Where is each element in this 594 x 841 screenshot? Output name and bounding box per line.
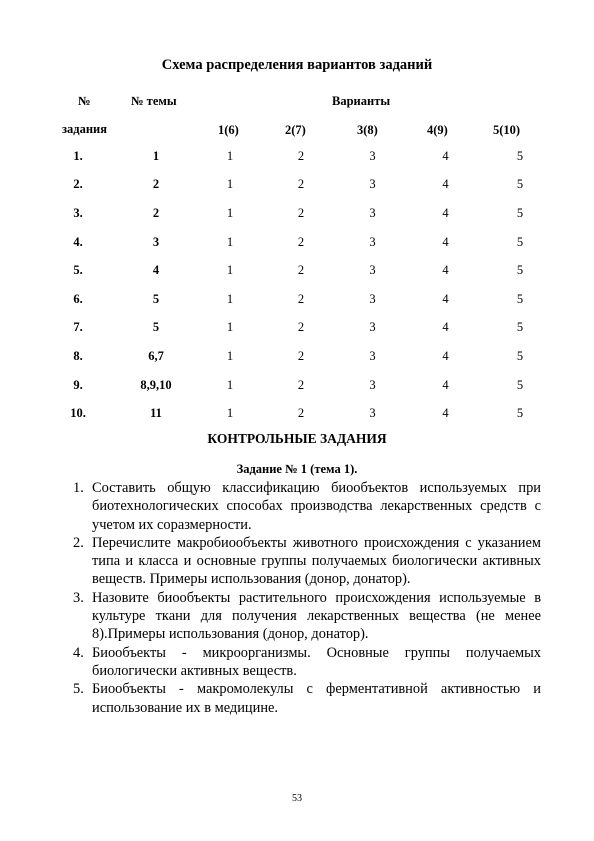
task-item [73,680,541,717]
task-number-cell: 4. [73,234,83,249]
variant-cell: 2 [297,348,305,363]
topic-number-cell: 4 [152,263,160,278]
task-item-text: Назовите биообъекты растительного происхождения используемые в культуре ткани для получения лекарственных вещества (не менее 8).Примеры использования (донор, донатор). [92,589,541,643]
variant-cell: 3 [369,263,376,278]
topic-number-cell: 3 [152,234,160,249]
variant-cell: 3 [369,377,376,392]
variants-table [38,142,558,428]
variant-cell: 4 [442,291,449,306]
variant-cell: 5 [516,234,524,249]
variant-cell: 2 [297,205,305,220]
task-number-cell: 10. [70,406,86,421]
variant-cell: 3 [369,406,376,421]
header-number-sign: № [78,94,91,108]
task-item-number: 1. [73,480,84,496]
variant-cell: 4 [442,348,449,363]
table-row [38,199,558,228]
variant-cell: 5 [516,263,524,278]
header-variant-4: 4(9) [427,123,448,137]
task-item-number: 5. [73,681,84,698]
variant-cell: 1 [226,148,234,163]
variant-cell: 1 [226,234,234,249]
topic-number-cell: 2 [152,205,160,220]
page-number: 53 [292,793,302,804]
topic-number-cell: 1 [152,148,160,163]
task-item-number: 3. [73,589,84,606]
table-row [38,342,558,371]
variant-cell: 3 [369,348,376,363]
header-variant-2: 2(7) [285,123,306,137]
variant-cell: 3 [369,320,376,335]
topic-number-cell: 6,7 [148,348,164,363]
variant-cell: 1 [226,291,234,306]
task-item-number: 2. [73,534,84,551]
variant-cell: 3 [369,148,376,163]
table-row [38,314,558,343]
variant-cell: 2 [297,377,305,392]
header-topic: № темы [131,94,177,108]
topic-number-cell: 2 [152,177,160,192]
variant-cell: 2 [297,320,305,335]
task-item [73,534,541,589]
variant-cell: 3 [369,205,376,220]
variant-cell: 5 [516,205,524,220]
task-item-text: Биообъекты - макромолекулы с ферментативной активностью и использование их в медицине. [92,681,541,716]
variant-cell: 5 [516,406,524,421]
variant-cell: 1 [226,320,234,335]
variant-cell: 4 [442,406,449,421]
variant-cell: 3 [369,177,376,192]
task-number-cell: 9. [73,377,83,392]
table-row [38,399,558,428]
page-title: Схема распределения вариантов заданий [161,57,433,73]
variant-cell: 3 [369,291,376,306]
variant-cell: 1 [226,177,234,192]
header-variant-5: 5(10) [493,123,521,137]
task-item-text: Биообъекты - микроорганизмы. Основные группы получаемых биологически активных веществ. [92,644,541,679]
header-variant-3: 3(8) [357,123,378,137]
variant-cell: 5 [516,320,524,335]
variant-cell: 4 [442,148,449,163]
task-item-text: Составить общую классификацию биообъектов используемых при биотехнологических способах производства лекарственных средств с учетом их соразмерности. [92,480,541,533]
task-item [73,589,541,644]
section-title: КОНТРОЛЬНЫЕ ЗАДАНИЯ [207,431,387,446]
table-row [38,228,558,257]
variant-cell: 4 [442,263,449,278]
variant-cell: 5 [516,177,524,192]
task-item [73,479,541,534]
task-item-number: 4. [73,644,84,661]
variant-cell: 2 [297,406,305,421]
header-variants: Варианты [332,94,391,108]
variant-cell: 4 [442,377,449,392]
variant-cell: 5 [516,291,524,306]
variant-cell: 4 [442,320,449,335]
header-task: задания [62,122,108,136]
topic-number-cell: 11 [150,406,162,421]
variant-cell: 5 [516,377,524,392]
variant-cell: 3 [369,234,376,249]
table-row [38,371,558,400]
variant-cell: 5 [516,148,524,163]
task-list [73,479,541,717]
task-number-cell: 6. [73,291,83,306]
task-number-cell: 3. [73,205,83,220]
variant-cell: 2 [297,148,305,163]
variant-cell: 1 [226,377,234,392]
topic-number-cell: 8,9,10 [140,377,172,392]
task-number-cell: 7. [73,320,83,335]
variant-cell: 1 [226,263,234,278]
variant-cell: 4 [442,205,449,220]
task-number-cell: 1. [73,148,83,163]
variant-cell: 1 [226,205,234,220]
variant-cell: 2 [297,291,305,306]
variant-cell: 1 [226,348,234,363]
topic-number-cell: 5 [152,320,160,335]
task-number-cell: 2. [73,177,83,192]
table-row [38,171,558,200]
task-title: Задание № 1 (тема 1). [236,462,358,476]
variant-cell: 5 [516,348,524,363]
task-number-cell: 8. [73,348,83,363]
header-variant-1: 1(6) [218,123,239,137]
task-item-text: Перечислите макробиообъекты животного происхождения с указанием типа и класса и основные группы получаемых биологически активных веществ. Примеры использования (донор, донатор). [92,534,541,588]
variant-cell: 2 [297,234,305,249]
table-row [38,256,558,285]
topic-number-cell: 5 [152,291,160,306]
variant-cell: 1 [226,406,234,421]
task-item [73,644,541,681]
variant-cell: 4 [442,177,449,192]
table-row [38,285,558,314]
task-number-cell: 5. [73,263,83,278]
table-row [38,142,558,171]
variant-cell: 4 [442,234,449,249]
variant-cell: 2 [297,263,305,278]
variant-cell: 2 [297,177,305,192]
